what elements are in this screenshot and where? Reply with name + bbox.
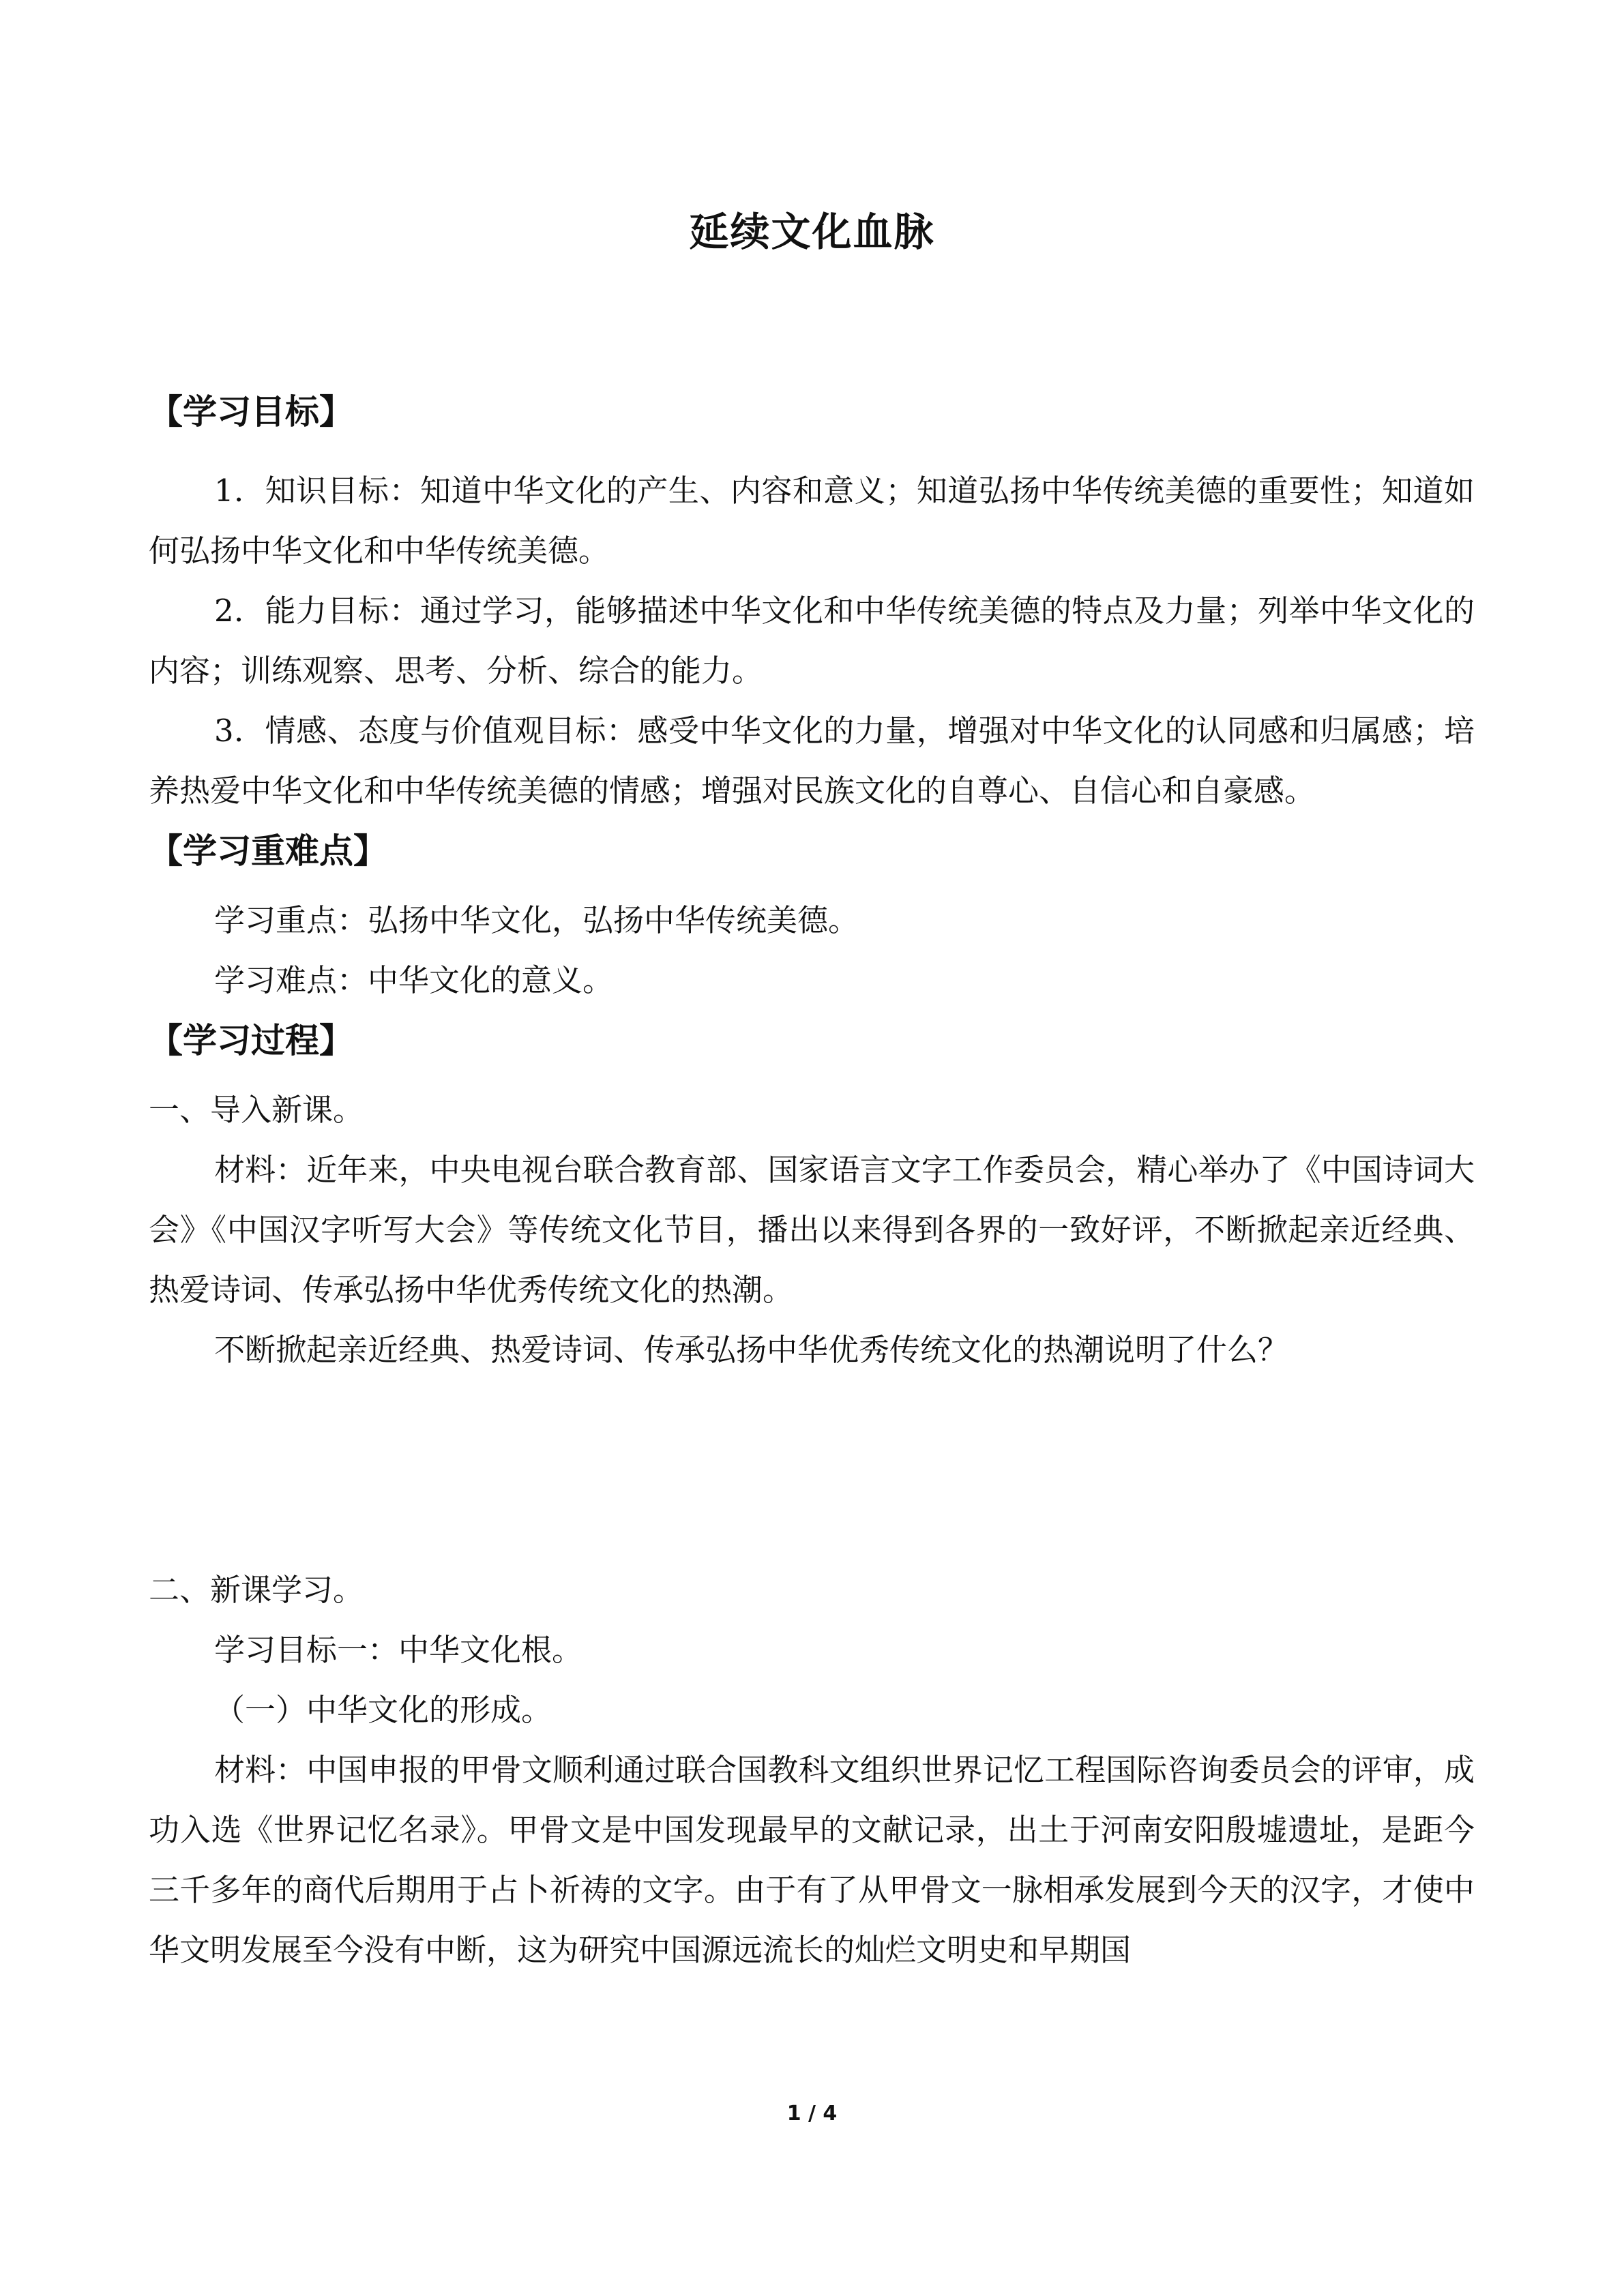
spacer [149,881,1475,891]
page-number: 1 / 4 [786,2102,838,2126]
goal-one: 学习目标一：中华文化根。 [214,1632,583,1668]
objectives-heading: 【学习目标】 [149,392,353,432]
objective-2: 2．能力目标：通过学习，能够描述中华文化和中华传统美德的特点及力量；列举中华文化的内容；训练观察、思考、分析、综合的能力。 [149,593,1475,689]
key-point: 学习重点：弘扬中华文化，弘扬中华传统美德。 [214,902,859,938]
intro-heading: 一、导入新课。 [149,1092,364,1128]
spacer [149,1071,1475,1080]
key-points-heading: 【学习重难点】 [149,831,387,871]
spacer [149,442,1475,461]
difficult-point: 学习难点：中华文化的意义。 [214,962,614,998]
answer-space [149,1380,1475,1560]
objective-3: 3．情感、态度与价值观目标：感受中华文化的力量，增强对中华文化的认同感和归属感；培养热爱中华文化和中华传统美德的情感；增强对民族文化的自尊心、自信心和自豪感。 [149,713,1475,809]
document-body [149,382,1475,1980]
intro-question: 不断掀起亲近经典、热爱诗词、传承弘扬中华优秀传统文化的热潮说明了什么？ [214,1332,1289,1368]
intro-material: 材料：近年来，中央电视台联合教育部、国家语言文字工作委员会，精心举办了《中国诗词大会》《中国汉字听写大会》等传统文化节目，播出以来得到各界的一致好评，不断掀起亲近经典、热爱诗词、传承弘扬中华优秀传统文化的热潮。 [149,1152,1475,1308]
process-heading: 【学习过程】 [149,1021,353,1060]
sub-section-one: （一）中华文化的形成。 [214,1692,552,1728]
document-title: 延续文化血脉 [689,209,935,255]
new-lesson-heading: 二、新课学习。 [149,1572,364,1608]
objective-1: 1．知识目标：知道中华文化的产生、内容和意义；知道弘扬中华传统美德的重要性；知道如何弘扬中华文化和中华传统美德。 [149,473,1475,569]
material-two: 材料：中国申报的甲骨文顺利通过联合国教科文组织世界记忆工程国际咨询委员会的评审，成功入选《世界记忆名录》。甲骨文是中国发现最早的文献记录，出土于河南安阳殷墟遗址，是距今三千多年的商代后期用于占卜祈祷的文字。由于有了从甲骨文一脉相承发展到今天的汉字，才使中华文明发展至今没有中断，这为研究中国源远流长的灿烂文明史和早期国 [149,1752,1475,1968]
